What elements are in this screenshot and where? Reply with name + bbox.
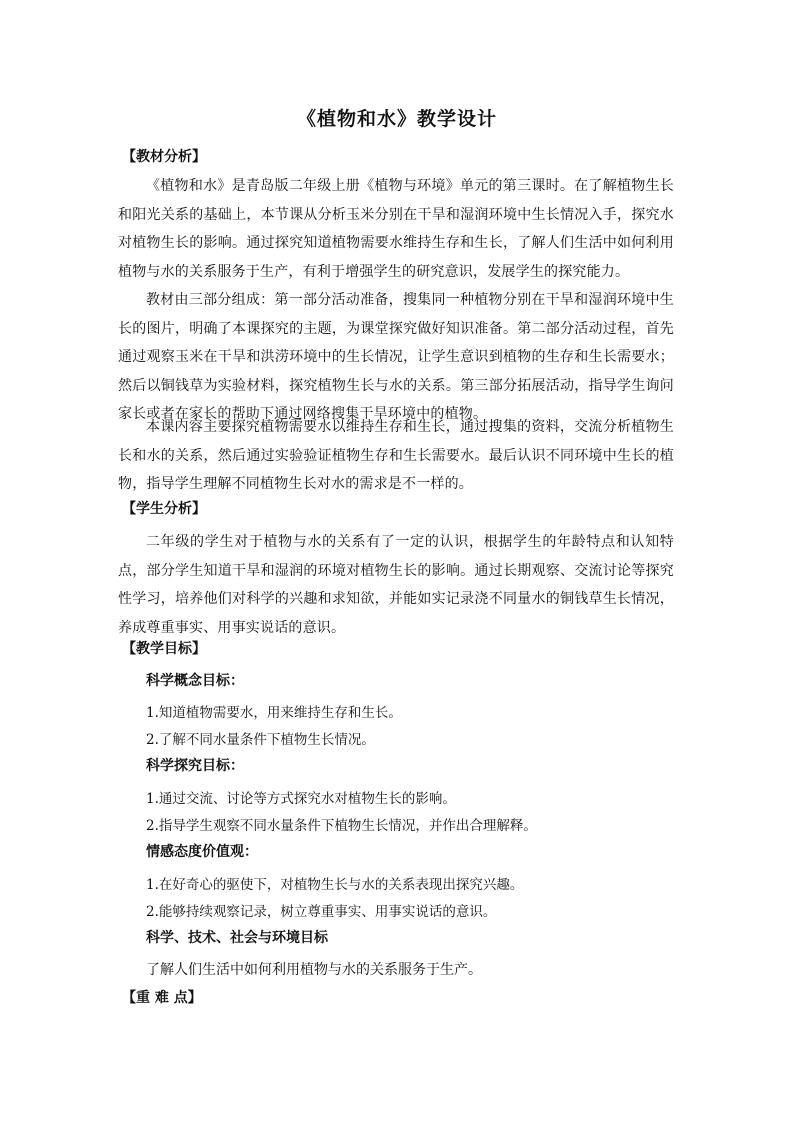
goal-heading-inquiry: 科学探究目标：	[146, 758, 244, 774]
section-heading-key-points: 【重 难 点】	[122, 990, 202, 1006]
goal-inquiry-item-2: 2.指导学生观察不同水量条件下植物生长情况，并作出合理解释。	[146, 818, 537, 834]
textbook-analysis-paragraph-1: 《植物和水》是青岛版二年级上册《植物与环境》单元的第三课时。在了解植物生长和阳光关系的基础上，本节课从分析玉米分别在干旱和湿润环境中生长情况入手，探究水对植物生长的影响。通过探究知道植物需要水维持生存和生长，了解人们生活中如何利用植物与水的关系服务于生产，有利于增强学生的研究意识，发展学生的探究能力。	[118, 178, 674, 280]
section-heading-student-analysis: 【学生分析】	[122, 501, 206, 517]
goal-heading-concept: 科学概念目标：	[146, 673, 244, 689]
goal-attitude-item-2: 2.能够持续观察记录，树立尊重事实、用事实说话的意识。	[146, 904, 497, 920]
goal-heading-attitude: 情感态度价值观：	[146, 844, 258, 860]
textbook-analysis-paragraph-2: 教材由三部分组成：第一部分活动准备，搜集同一种植物分别在干旱和湿润环境中生长的图片，明确了本课探究的主题，为课堂探究做好知识准备。第二部分活动过程，首先通过观察玉米在干旱和洪涝环境中的生长情况，让学生意识到植物的生存和生长需要水；然后以铜钱草为实验材料，探究植物生长与水的关系。第三部分拓展活动，指导学生询问家长或者在家长的帮助下通过网络搜集干旱环境中的植物。	[118, 292, 674, 422]
goal-concept-item-1: 1.知道植物需要水，用来维持生存和生长。	[146, 705, 402, 721]
goal-inquiry-item-1: 1.通过交流、讨论等方式探究水对植物生长的影响。	[146, 791, 456, 807]
goal-concept-item-2: 2.了解不同水量条件下植物生长情况。	[146, 732, 375, 748]
section-heading-teaching-goals: 【教学目标】	[122, 641, 206, 657]
goal-attitude-item-1: 1.在好奇心的驱使下，对植物生长与水的关系表现出探究兴趣。	[146, 877, 524, 893]
section-heading-textbook-analysis: 【教材分析】	[122, 149, 206, 165]
student-analysis-paragraph: 二年级的学生对于植物与水的关系有了一定的认识，根据学生的年龄特点和认知特点，部分学生知道干旱和湿润的环境对植物生长的影响。通过长期观察、交流讨论等探究性学习，培养他们对科学的兴趣和求知欲，并能如实记录浇不同量水的铜钱草生长情况，养成尊重事实、用事实说话的意识。	[118, 534, 674, 636]
document-title: 《植物和水》教学设计	[296, 108, 497, 130]
goal-sts-text: 了解人们生活中如何利用植物与水的关系服务于生产。	[146, 962, 482, 978]
textbook-analysis-paragraph-3: 本课内容主要探究植物需要水以维持生存和生长，通过搜集的资料，交流分析植物生长和水的关系，然后通过实验验证植物生存和生长需要水。最后认识不同环境中生长的植物，指导学生理解不同植物生长对水的需求是不一样的。	[118, 419, 674, 492]
goal-heading-sts: 科学、技术、社会与环境目标	[146, 930, 328, 946]
